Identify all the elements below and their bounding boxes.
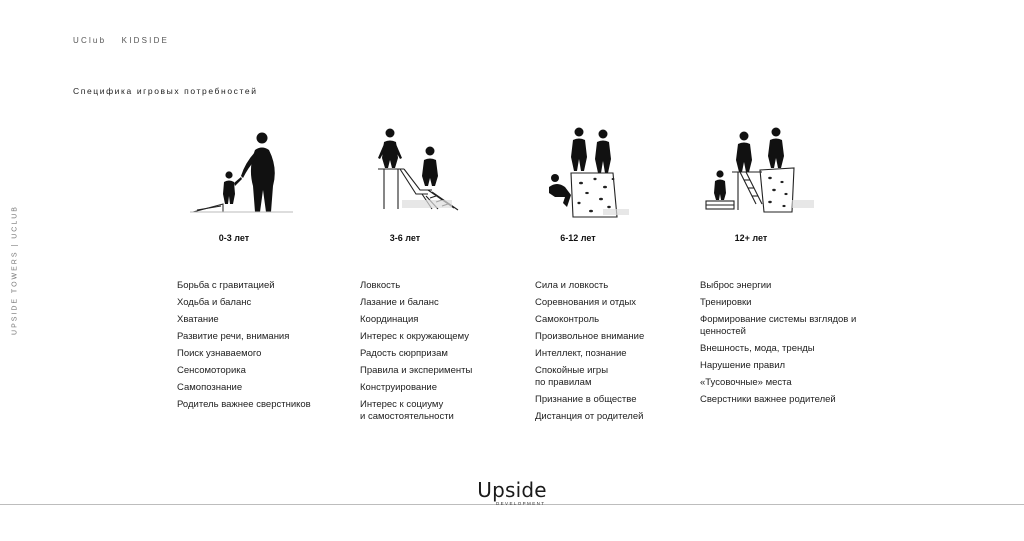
logo-subtitle: DEVELOPMENT: [496, 501, 546, 506]
age-label-3-6: 3-6 лет: [389, 233, 421, 243]
need-item: Ходьба и баланс: [177, 297, 252, 308]
header: [73, 36, 180, 45]
need-item: Тренировки: [700, 297, 752, 308]
header-brand: UClub: [73, 36, 107, 45]
illustration-6-12: [543, 125, 633, 220]
need-item: Хватание: [177, 314, 219, 325]
need-item: Ловкость: [360, 280, 401, 291]
need-item: Интеллект, познание: [535, 348, 627, 359]
need-item: Признание в обществе: [535, 393, 637, 405]
need-item: Правила и эксперименты: [360, 365, 473, 376]
side-label: UPSIDE TOWERS | UCLUB: [11, 205, 19, 335]
need-item: Конструирование: [360, 382, 438, 393]
header-project: KIDSIDE: [121, 36, 170, 45]
illustration-3-6: [372, 124, 472, 216]
page-title: Специфика игровых потребностей: [73, 86, 258, 96]
logo-wordmark: Upside: [477, 478, 547, 502]
need-item: Развитие речи, внимания: [177, 331, 290, 342]
need-item: Лазание и баланс: [360, 297, 439, 308]
need-item: Радость сюрпризам: [360, 348, 448, 359]
need-item: Формирование системы взглядов и ценностей: [700, 314, 857, 337]
need-item: Нарушение правил: [700, 359, 786, 371]
need-item: Сенсомоторика: [177, 365, 246, 376]
age-label-6-12: 6-12 лет: [560, 233, 596, 243]
need-item: «Тусовочные» места: [700, 376, 792, 388]
need-item: Поиск узнаваемого: [177, 348, 262, 359]
needs-list-3-6: [360, 280, 535, 428]
needs-list-12-plus: [700, 280, 865, 411]
illustration-12-plus: [700, 124, 815, 216]
need-item: Дистанция от родителей: [535, 410, 644, 422]
need-item: Выброс энергии: [700, 280, 772, 291]
need-item: Самоконтроль: [535, 314, 600, 325]
needs-list-6-12: [535, 280, 710, 428]
age-label-12-plus: 12+ лет: [734, 233, 768, 243]
needs-list-0-3: [177, 280, 352, 416]
need-item: Спокойные игры по правилам: [535, 365, 609, 388]
need-item: Родитель важнее сверстников: [177, 399, 311, 410]
need-item: Соревнования и отдых: [535, 297, 637, 308]
illustration-0-3: [185, 128, 295, 218]
need-item: Интерес к социуму и самостоятельности: [360, 399, 454, 422]
need-item: Внешность, мода, тренды: [700, 342, 815, 354]
upside-logo: [474, 479, 550, 507]
need-item: Самопознание: [177, 382, 243, 393]
need-item: Борьба с гравитацией: [177, 280, 275, 291]
age-label-0-3: 0-3 лет: [218, 233, 250, 243]
need-item: Координация: [360, 314, 419, 325]
need-item: Произвольное внимание: [535, 331, 645, 342]
need-item: Сверстники важнее родителей: [700, 393, 836, 405]
need-item: Интерес к окружающему: [360, 331, 469, 342]
need-item: Сила и ловкость: [535, 280, 609, 291]
